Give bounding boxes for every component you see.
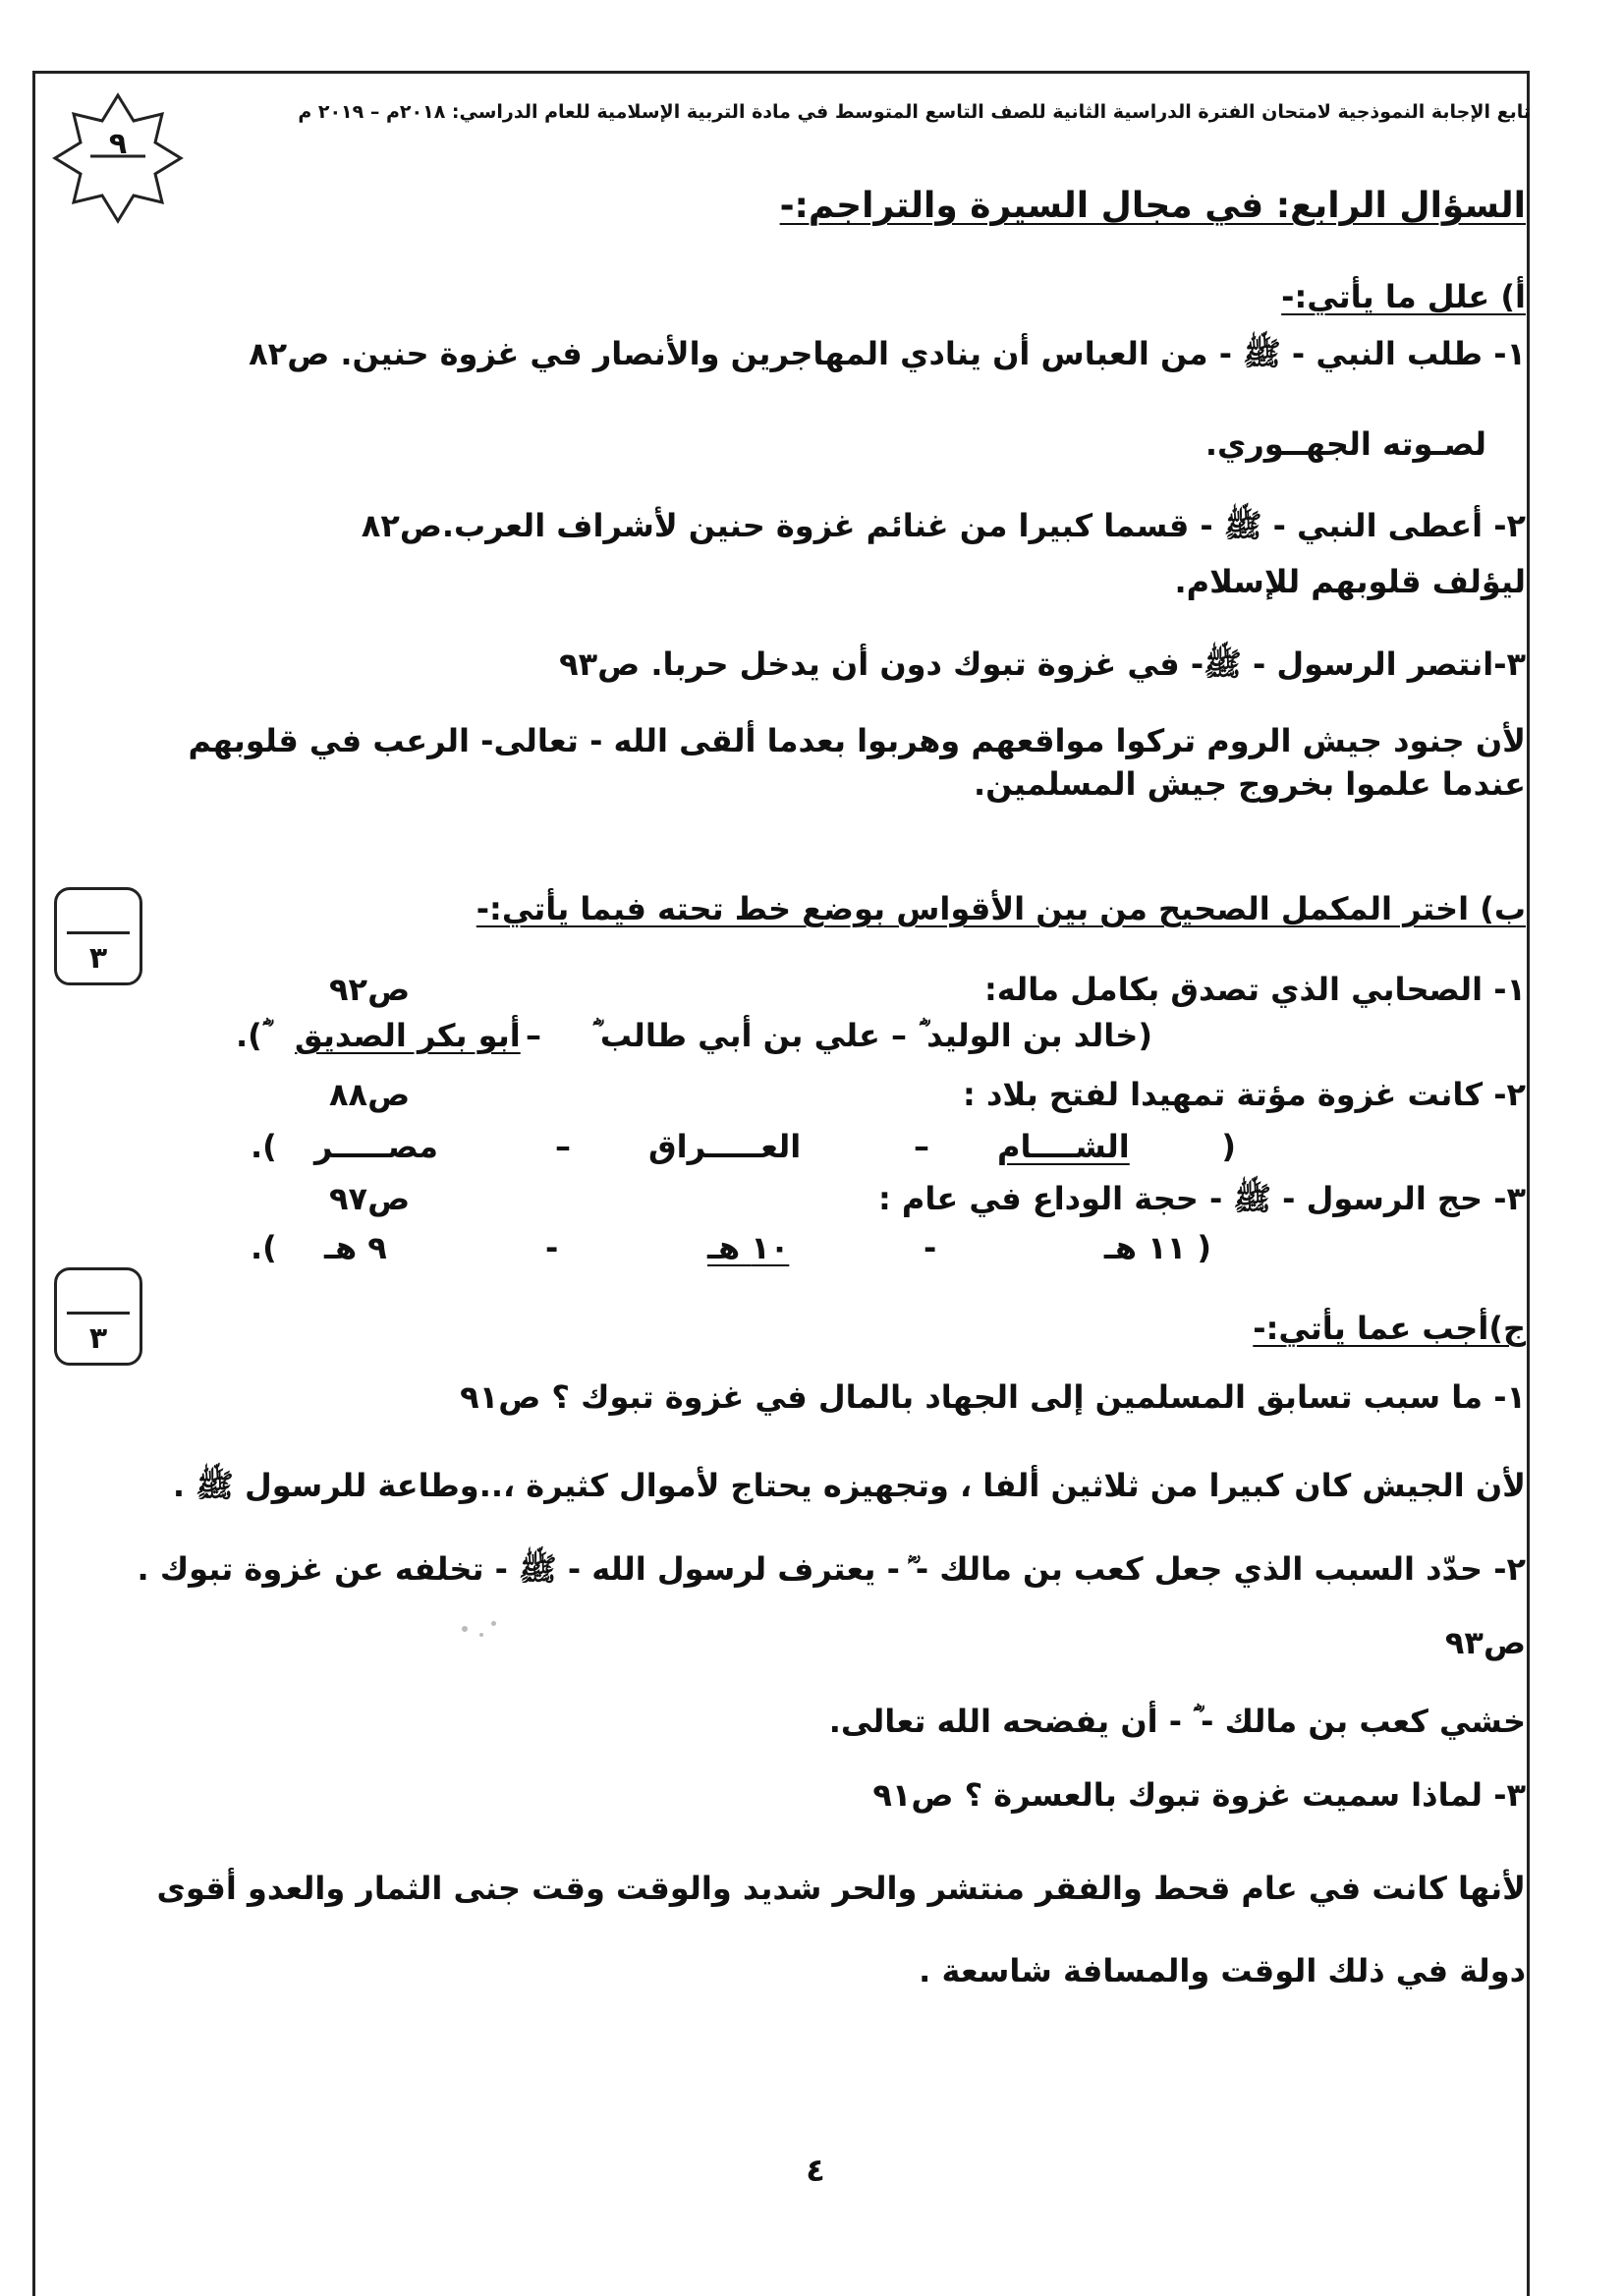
part-a-q1: ١- طلب النبي - ﷺ - من العباس أن ينادي المهاجرين والأنصار في غزوة حنين. ص٨٢ bbox=[249, 335, 1526, 372]
page-number: ٤ bbox=[806, 2152, 825, 2189]
part-b-q2-sep1: – bbox=[914, 1128, 929, 1165]
part-b-title: ب) اختر المكمل الصحيح من بين الأقواس بوضع خط تحته فيما يأتي:- bbox=[476, 890, 1526, 927]
exam-header: تابع الإجابة النموذجية لامتحان الفترة الدراسية الثانية للصف التاسع المتوسط في مادة التربية الإسلامية للعام الدراسي: ٢٠١٨م – ٢٠١٩ م bbox=[298, 101, 1531, 123]
part-b-q3-correct: ١٠ هـ bbox=[707, 1229, 790, 1266]
part-b-q2-open: ( bbox=[1221, 1128, 1236, 1165]
part-b-q1-opt2: – علي بن أبي طالب ؓ bbox=[591, 1017, 907, 1054]
part-b-q3-sep2: - bbox=[545, 1229, 559, 1266]
question-four-title: السؤال الرابع: في مجال السيرة والتراجم:- bbox=[779, 186, 1526, 226]
scan-speck bbox=[462, 1626, 468, 1632]
part-b-q1-ref: ص٩٢ bbox=[329, 971, 411, 1008]
part-c-title: ج)أجب عما يأتي:- bbox=[1253, 1310, 1526, 1347]
scan-speck bbox=[479, 1633, 483, 1637]
part-a-a1: لصـوته الجهــوري. bbox=[1204, 425, 1486, 463]
part-c-q2: ٢- حدّد السبب الذي جعل كعب بن مالك - ؓ - يعترف لرسول الله - ﷺ - تخلفه عن غزوة تبوك . bbox=[137, 1550, 1526, 1588]
part-c-score: ٣ bbox=[88, 1321, 108, 1356]
page-badge-number: ٩ bbox=[108, 127, 128, 161]
part-b-score-box bbox=[54, 887, 142, 985]
part-b-q3-opt3: ٩ هـ bbox=[324, 1229, 387, 1266]
scan-speck bbox=[491, 1621, 496, 1626]
part-c-a3: لأنها كانت في عام قحط والفقر منتشر والحر شديد والوقت وقت جنى الثمار والعدو أقوى دولة في ذلك الوقت والمسافة شاسعة . bbox=[156, 1870, 1526, 1989]
part-b-q3-opt1: ( ١١ هـ bbox=[1103, 1229, 1211, 1266]
part-b-q3-close: ). bbox=[251, 1229, 277, 1266]
part-a-a2: ليؤلف قلوبهم للإسلام. bbox=[1174, 563, 1526, 600]
part-b-score: ٣ bbox=[88, 941, 108, 976]
part-b-q2-ref: ص٨٨ bbox=[329, 1076, 411, 1113]
part-b-q2: ٢- كانت غزوة مؤتة تمهيدا لفتح بلاد : bbox=[963, 1076, 1526, 1113]
part-a-a3: لأن جنود جيش الروم تركوا مواقعهم وهربوا بعدما ألقى الله - تعالى- الرعب في قلوبهم عندما علموا بخروج جيش المسلمين. bbox=[188, 722, 1526, 803]
part-b-q3-ref: ص٩٧ bbox=[329, 1180, 411, 1217]
part-b-q2-sep2: – bbox=[555, 1128, 571, 1165]
part-b-q1: ١- الصحابي الذي تصدق بكامل ماله: bbox=[984, 971, 1526, 1008]
part-b-q2-opt3: مصـــــر bbox=[314, 1128, 438, 1165]
part-b-q3-sep1: - bbox=[924, 1229, 937, 1266]
part-a-title: أ) علل ما يأتي:- bbox=[1281, 278, 1526, 315]
part-b-q1-opt1: (خالد بن الوليد ؓ bbox=[919, 1017, 1152, 1054]
part-c-q1: ١- ما سبب تسابق المسلمين إلى الجهاد بالمال في غزوة تبوك ؟ ص٩١ bbox=[460, 1378, 1526, 1416]
part-b-q2-correct: الشــــام bbox=[997, 1128, 1130, 1165]
part-a-q2: ٢- أعطى النبي - ﷺ - قسما كبيرا من غنائم غزوة حنين لأشراف العرب.ص٨٢ bbox=[361, 507, 1526, 544]
part-c-q3: ٣- لماذا سميت غزوة تبوك بالعسرة ؟ ص٩١ bbox=[872, 1776, 1526, 1814]
part-c-q2-ref: ص٩٣ bbox=[1444, 1624, 1526, 1661]
part-a-q3: ٣-انتصر الرسول - ﷺ- في غزوة تبوك دون أن يدخل حربا. ص٩٣ bbox=[559, 645, 1526, 683]
part-b-q2-opt2: العـــــراق bbox=[648, 1128, 802, 1165]
part-b-q1-dash: – bbox=[526, 1017, 541, 1054]
part-b-q1-close: ؓ). bbox=[236, 1017, 262, 1054]
part-c-score-box bbox=[54, 1267, 142, 1366]
part-c-a1: لأن الجيش كان كبيرا من ثلاثين ألفا ، وتجهيزه يحتاج لأموال كثيرة ،..وطاعة للرسول ﷺ . bbox=[172, 1467, 1526, 1504]
part-b-q3: ٣- حج الرسول - ﷺ - حجة الوداع في عام : bbox=[877, 1180, 1526, 1217]
part-c-a2: خشي كعب بن مالك - ؓ - أن يفضحه الله تعالى. bbox=[828, 1703, 1526, 1740]
part-b-q2-close: ). bbox=[251, 1128, 277, 1165]
part-b-q1-correct: أبو بكر الصديق bbox=[295, 1017, 521, 1054]
